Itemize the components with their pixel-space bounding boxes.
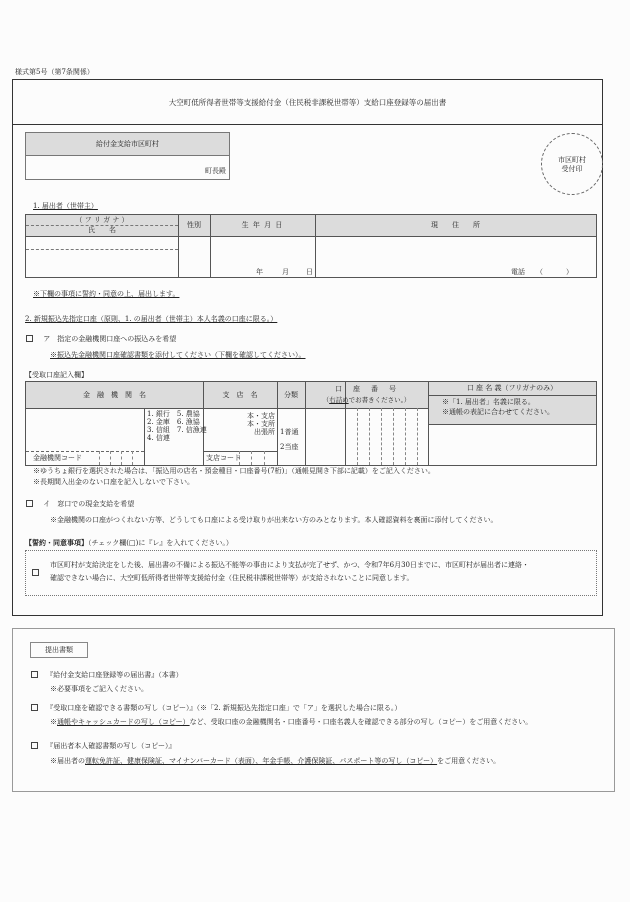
branch-name-header: 支 店 名 [222,391,258,399]
document-label: 『受取口座を確認できる書類の写し（コピー）』（※「2. 新規振込先指定口座」で「ア」を選択した場合に限る。） [46,703,402,712]
municipality-header: 給付金支給市区町村 [26,133,229,156]
municipality-box [25,132,230,180]
document-title: 大空町低所得者世帯等支援給付金（住民税非課税世帯等）支給口座登録等の届出書 [168,98,447,107]
dormant-account-note: ※長期間入出金のない口座を記入しないで下さい。 [33,478,194,486]
option-b-label: イ 窓口での現金支給を希望 [43,499,135,508]
agreement-box [25,550,597,596]
branch-code-input[interactable] [240,452,277,465]
document-label: 『届出者本人確認書類の写し（コピー）』 [46,741,176,750]
account-section-label: 【受取口座記入欄】 [25,371,88,379]
document-note: ※必要事項をご記入ください。 [50,685,148,693]
stamp-line2: 受付印 [561,165,583,174]
account-holder-input[interactable] [429,425,596,465]
subheader-rest: でお書きください。） [348,396,411,404]
branch-name-input[interactable] [204,409,244,451]
gender-label: 性別 [187,221,201,229]
agreement-checkbox[interactable] [32,569,39,576]
note-prefix: ※届出者の [50,757,85,765]
document-checkbox[interactable] [31,742,38,749]
right-align-instruction: 右詰め [329,396,349,404]
furigana-label: （ フ リ ガ ナ ） [75,216,129,224]
municipality-suffix: 町長殿 [205,167,226,175]
bank-name-header: 金 融 機 関 名 [83,391,146,399]
submission-documents-tab: 提出書類 [30,642,88,658]
document-checkbox[interactable] [31,704,38,711]
bank-name-input[interactable] [26,409,144,451]
branch-type-option[interactable]: 本・支店 [247,412,275,420]
section1-title: 1. 届出者（世帯主） [33,202,98,210]
bank-code-label: 金融機関コード [33,454,82,462]
phone-parens: （ ） [536,268,576,276]
category-option-current[interactable]: 2当座 [280,443,299,451]
birthdate-label: 生 年 月 日 [241,221,284,229]
category-header: 分類 [284,391,298,399]
bank-type-option[interactable]: 3. 信組 7. 信漁連 [147,426,207,435]
bank-code-input[interactable] [100,452,144,465]
month-unit: 月 [282,268,289,276]
agreement-text-line2: 確認できない場合に、大空町低所得者世帯等支援給付金（住民税非課税世帯等）が支給されないことに同意します。 [50,574,414,582]
document-checkbox[interactable] [31,671,38,678]
category-option-ordinary[interactable]: 1普通 [280,428,299,436]
account-number-subheader [305,397,428,404]
holder-header: 口 座 名 義（フリガナのみ） [466,384,558,392]
agreement-title-rest: （チェック欄(□)に『レ』を入れてください。） [88,539,233,547]
bank-type-option[interactable]: 2. 金庫 6. 漁協 [147,418,200,427]
agreement-text-line1: 市区町村が支給決定をした後、届出書の不備による振込不能等の事由により支払が完了せず、かつ、令和7年6月30日までに、市区町村が届出者に連絡・ [50,561,529,569]
bank-type-divider [144,408,145,465]
year-unit: 年 [256,268,263,276]
note-rest: など、受取口座の金融機関名・口座番号・口座名義人を確認できる部分の写し（コピー）をご用意ください。 [189,718,533,726]
agreement-title-bold: 【誓約・同意事項】 [25,538,88,547]
branch-code-label: 支店コード [206,454,241,462]
option-b-checkbox[interactable] [26,500,33,507]
agreement-title [25,539,233,547]
branch-type-option[interactable]: 出張所 [254,428,275,437]
title-row [12,79,603,125]
note-underlined: 運転免許証、健康保険証、マイナンバーカード（表面）、年金手帳、介護保険証、パスポート等の写し（コピー） [85,757,438,765]
note-underlined: 通帳やキャッシュカードの写し（コピー） [57,718,190,726]
option-b-row [26,500,134,508]
bank-type-option[interactable]: 4. 信連 [147,434,170,443]
municipality-input[interactable] [26,157,229,179]
name-input[interactable] [26,250,178,277]
document-item [31,671,183,679]
holder-note1: ※「1. 届出者」名義に限る。 [442,398,535,406]
applicant-table [25,214,597,278]
reception-stamp-area [541,133,603,195]
furigana-input[interactable] [26,237,178,249]
document-label: 『給付金支給口座登録等の届出書』（本書） [46,670,183,679]
note-prefix: ※ [50,718,57,726]
bank-type-list [147,410,207,442]
form-number-label: 様式第5号（第7条関係） [15,68,94,76]
document-item [31,742,175,750]
phone-label: 電話 [511,268,525,276]
name-label: 氏 名 [88,226,116,234]
gender-input[interactable] [179,237,210,277]
birthdate-input[interactable] [211,237,315,277]
document-item [31,704,401,712]
document-note [50,758,500,765]
section2-title: 2. 新規振込先指定口座（原則、1. の届出者（世帯主）本人名義の口座に限る。） [25,315,278,323]
bank-type-option[interactable]: 1. 銀行 5. 農協 [147,410,200,418]
account-number-header: 口 座 番 号 [335,385,398,393]
pledge-note: ※下欄の事項に誓約・同意の上、届出します。 [33,290,180,298]
day-unit: 日 [306,268,313,276]
stamp-line1: 市区町村 [558,156,586,164]
note-rest: をご用意ください。 [437,757,501,765]
account-number-input[interactable] [346,409,428,465]
subheader-open: （ [322,396,330,404]
holder-note2: ※通帳の表記に合わせてください。 [442,408,554,416]
yucho-note: ※ゆうちょ銀行を選択された場合は、「振込用の店名・預金種目・口座番号(7桁)」（通帳見開き下部に記載）をご記入ください。 [33,467,435,475]
document-note [50,719,532,726]
account-table [25,381,597,466]
branch-type-option[interactable]: 本・支所 [247,420,275,429]
option-a-row [26,335,176,343]
option-a-checkbox[interactable] [26,335,33,342]
option-a-label: ア 指定の金融機関口座への振込みを希望 [43,334,177,343]
address-label: 現 住 所 [431,221,480,229]
option-b-note: ※金融機関の口座がつくれない方等、どうしても口座による受け取りが出来ない方のみとなります。本人確認資料を裏面に添付してください。 [50,516,498,524]
holder-header-divider [428,395,596,396]
option-a-note: ※振込先金融機関口座確認書類を添付してください（下欄を確認してください）。 [50,351,306,359]
